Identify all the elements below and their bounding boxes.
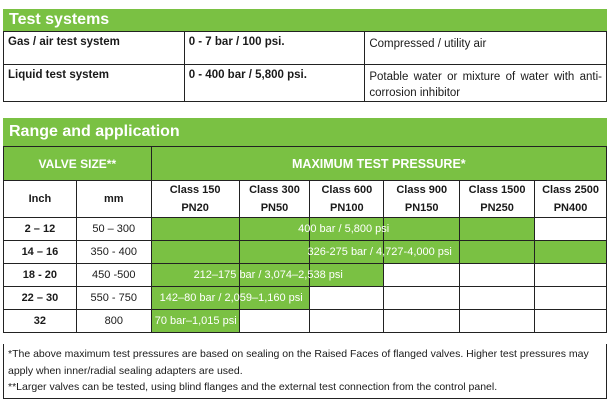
valve-size-header: VALVE SIZE** (4, 147, 152, 181)
pressure-cell-empty (460, 310, 535, 333)
pressure-cell-empty (535, 287, 607, 310)
system-label: Liquid test system (4, 65, 185, 102)
size-inch: 14 – 16 (4, 241, 77, 264)
class-label: Class 150 (169, 184, 221, 196)
test-systems-table (3, 31, 607, 102)
table-row (4, 147, 607, 181)
pn-label: PN100 (330, 202, 364, 214)
class-header (151, 181, 239, 218)
class-label: Class 600 (321, 184, 373, 196)
pressure-cell-empty (535, 310, 607, 333)
pressure-cell-empty (460, 264, 535, 287)
size-inch: 32 (4, 310, 77, 333)
system-range: 0 - 7 bar / 100 psi. (184, 32, 365, 65)
pressure-cell-filled (151, 218, 390, 241)
system-medium: Potable water or mixture of water with anti-corrosion inhibitor (365, 65, 607, 102)
pressure-label: 142–80 bar / 2,059–1,160 psi (159, 292, 303, 304)
footnotes (3, 344, 607, 399)
class-label: Class 1500 (468, 184, 526, 196)
pressure-cell-empty (535, 264, 607, 287)
class-header (535, 181, 607, 218)
system-medium: Compressed / utility air (365, 32, 607, 65)
pressure-cell-filled (151, 264, 343, 287)
table-row (4, 264, 607, 287)
size-inch: 2 – 12 (4, 218, 77, 241)
size-mm: 550 - 750 (76, 287, 151, 310)
table-row (4, 65, 607, 102)
pn-label: PN20 (181, 202, 209, 214)
pressure-cell-empty (384, 287, 460, 310)
pressure-cell-empty (310, 287, 384, 310)
class-header (460, 181, 535, 218)
pressure-cell-empty (384, 310, 460, 333)
size-mm: 50 – 300 (76, 218, 151, 241)
pn-label: PN400 (553, 202, 588, 214)
table-row (4, 181, 607, 218)
table-row (4, 241, 607, 264)
size-mm: 350 - 400 (76, 241, 151, 264)
pressure-cell-empty (310, 310, 384, 333)
range-table (3, 146, 607, 333)
pressure-cell-filled (151, 241, 452, 264)
table-row (4, 32, 607, 65)
test-systems-title: Test systems (3, 9, 607, 31)
footnote-pressure: *The above maximum test pressures are based on sealing on the Raised Faces of flanged valves. Higher test pressures may apply when inner/radial sealing adapters are used. (8, 348, 589, 377)
class-label: Class 300 (249, 184, 300, 196)
pressure-cell-empty (460, 287, 535, 310)
pressure-label: 400 bar / 5,800 psi (298, 223, 390, 235)
pressure-label: 70 bar–1,015 psi (154, 315, 237, 327)
class-label: Class 900 (396, 184, 448, 196)
system-label: Gas / air test system (4, 32, 185, 65)
max-pressure-header: MAXIMUM TEST PRESSURE* (151, 147, 606, 181)
footnote-larger-valves: **Larger valves can be tested, using blind flanges and the external test connection from the control panel. (8, 381, 498, 393)
range-title: Range and application (3, 118, 607, 146)
table-row (4, 310, 607, 333)
mm-header: mm (76, 181, 151, 218)
pn-label: PN250 (480, 202, 514, 214)
size-inch: 18 - 20 (4, 264, 77, 287)
class-header (384, 181, 460, 218)
size-inch: 22 – 30 (4, 287, 77, 310)
pressure-cell-empty (535, 218, 607, 241)
pressure-cell-filled (151, 287, 303, 310)
class-header (239, 181, 310, 218)
class-label: Class 2500 (542, 184, 599, 196)
class-header (310, 181, 384, 218)
pn-label: PN50 (260, 202, 289, 214)
size-mm: 800 (76, 310, 151, 333)
table-row (4, 218, 607, 241)
range-body (4, 218, 607, 333)
pressure-cell-empty (384, 264, 460, 287)
table-row (4, 287, 607, 310)
inch-header: Inch (4, 181, 77, 218)
pressure-label: 212–175 bar / 3,074–2,538 psi (193, 269, 343, 281)
pn-label: PN150 (404, 202, 439, 214)
size-mm: 450 -500 (76, 264, 151, 287)
system-range: 0 - 400 bar / 5,800 psi. (184, 65, 365, 102)
pressure-cell-filled (151, 310, 239, 333)
pressure-cell-empty (239, 310, 310, 333)
pressure-label: 326-275 bar / 4,727-4,000 psi (307, 246, 452, 258)
